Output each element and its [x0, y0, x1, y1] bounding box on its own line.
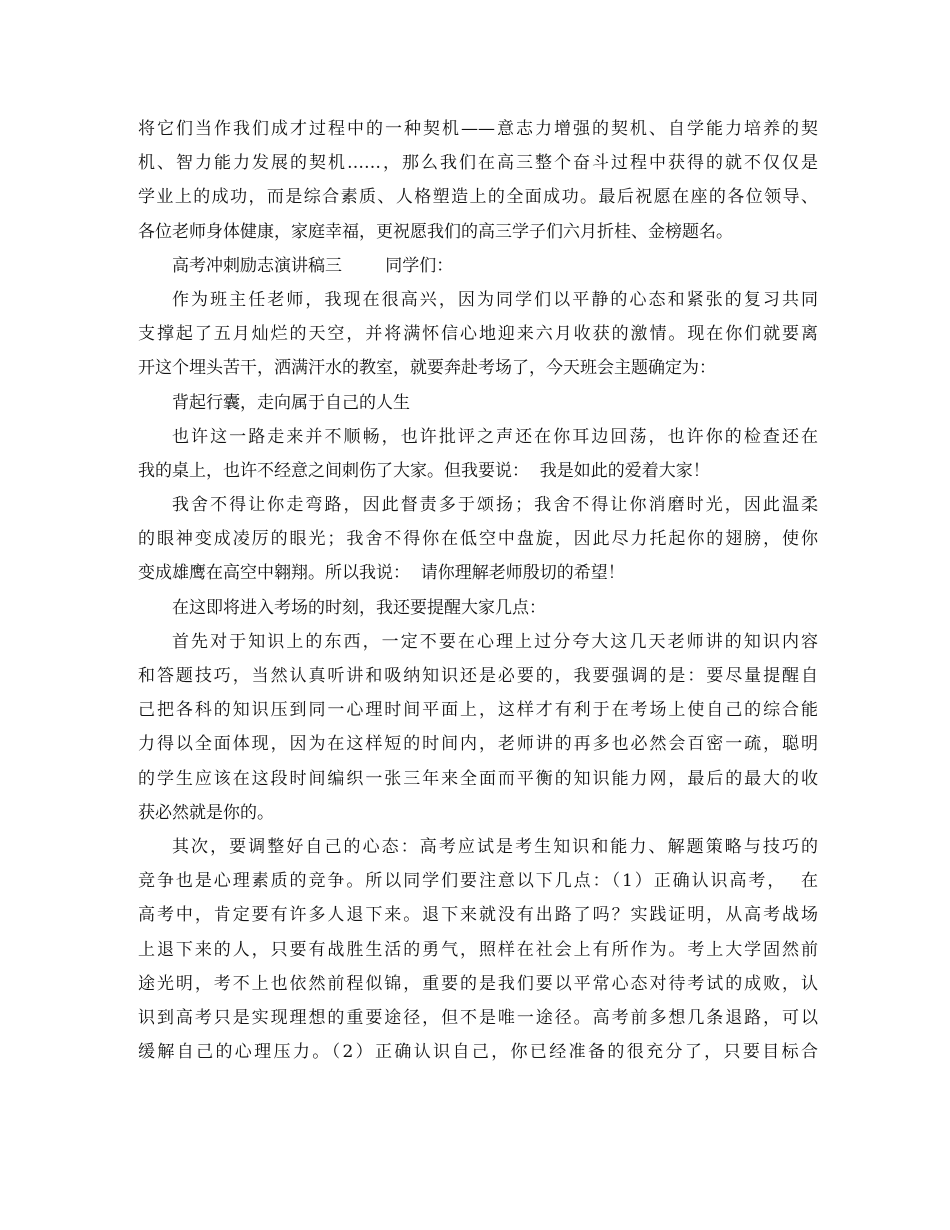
text-line: 其次，要调整好自己的心态：高考应试是考生知识和能力、解题策略与技巧的 — [172, 836, 818, 857]
text-line: 学业上的成功，而是综合素质、人格塑造上的全面成功。最后祝愿在座的各位领导、 — [138, 187, 818, 208]
text-line: 途光明，考不上也依然前程似锦，重要的是我们要以平常心态对待考试的成败，认 — [138, 973, 818, 994]
text-line: 支撑起了五月灿烂的天空，并将满怀信心地迎来六月收获的激情。现在你们就要离 — [138, 324, 818, 345]
text-line: 高考冲刺励志演讲稿三 同学们： — [172, 255, 454, 276]
text-line: 背起行囊，走向属于自己的人生 — [172, 392, 410, 413]
text-line: 和答题技巧，当然认真听讲和吸纳知识还是必要的，我要强调的是：要尽量提醒自 — [138, 666, 818, 686]
text-line: 开这个埋头苦干，洒满汗水的教室，就要奔赴考场了，今天班会主题确定为： — [138, 358, 716, 379]
text-line: 首先对于知识上的东西，一定不要在心理上过分夸大这几天老师讲的知识内容 — [172, 631, 818, 652]
text-line: 力得以全面体现，因为在这样短的时间内，老师讲的再多也必然会百密一疏，聪明 — [138, 734, 818, 755]
text-line: 的眼神变成凌厉的眼光；我舍不得你在低空中盘旋，因此尽力托起你的翅膀，使你 — [138, 529, 818, 550]
text-line: 我的桌上，也许不经意之间刺伤了大家。但我要说： 我是如此的爱着大家！ — [138, 460, 710, 481]
text-line: 各位老师身体健康，家庭幸福，更祝愿我们的高三学子们六月折桂、金榜题名。 — [138, 221, 733, 242]
text-line: 我舍不得让你走弯路，因此督责多于颂扬；我舍不得让你消磨时光，因此温柔 — [172, 495, 818, 516]
text-line: 机、智力能力发展的契机……，那么我们在高三整个奋斗过程中获得的就不仅仅是 — [138, 153, 818, 174]
text-line: 上退下来的人，只要有战胜生活的勇气，照样在社会上有所作为。考上大学固然前 — [138, 939, 818, 960]
text-line: 识到高考只是实现理想的重要途径，但不是唯一途径。高考前多想几条退路，可以 — [138, 1007, 818, 1028]
document-body — [138, 112, 818, 1069]
text-line: 竞争也是心理素质的竞争。所以同学们要注意以下几点：（1）正确认识高考， 在 — [138, 871, 818, 892]
text-line: 己把各科的知识压到同一心理时间平面上，这样才有利于在考场上使自己的综合能 — [138, 700, 818, 721]
text-line: 作为班主任老师，我现在很高兴，因为同学们以平静的心态和紧张的复习共同 — [172, 289, 818, 310]
text-line: 将它们当作我们成才过程中的一种契机——意志力增强的契机、自学能力培养的契 — [138, 119, 818, 139]
text-line: 的学生应该在这段时间编织一张三年来全面而平衡的知识能力网，最后的最大的收 — [138, 768, 818, 789]
text-line: 高考中，肯定要有许多人退下来。退下来就没有出路了吗？实践证明，从高考战场 — [138, 905, 818, 926]
text-line: 也许这一路走来并不顺畅，也许批评之声还在你耳边回荡，也许你的检查还在 — [172, 426, 818, 447]
text-line: 缓解自己的心理压力。（2）正确认识自己，你已经准备的很充分了，只要目标合 — [138, 1042, 818, 1063]
text-line: 在这即将进入考场的时刻，我还要提醒大家几点： — [172, 597, 546, 618]
text-line: 获必然就是你的。 — [138, 802, 274, 823]
text-line: 变成雄鹰在高空中翱翔。所以我说： 请你理解老师殷切的希望！ — [138, 563, 625, 584]
